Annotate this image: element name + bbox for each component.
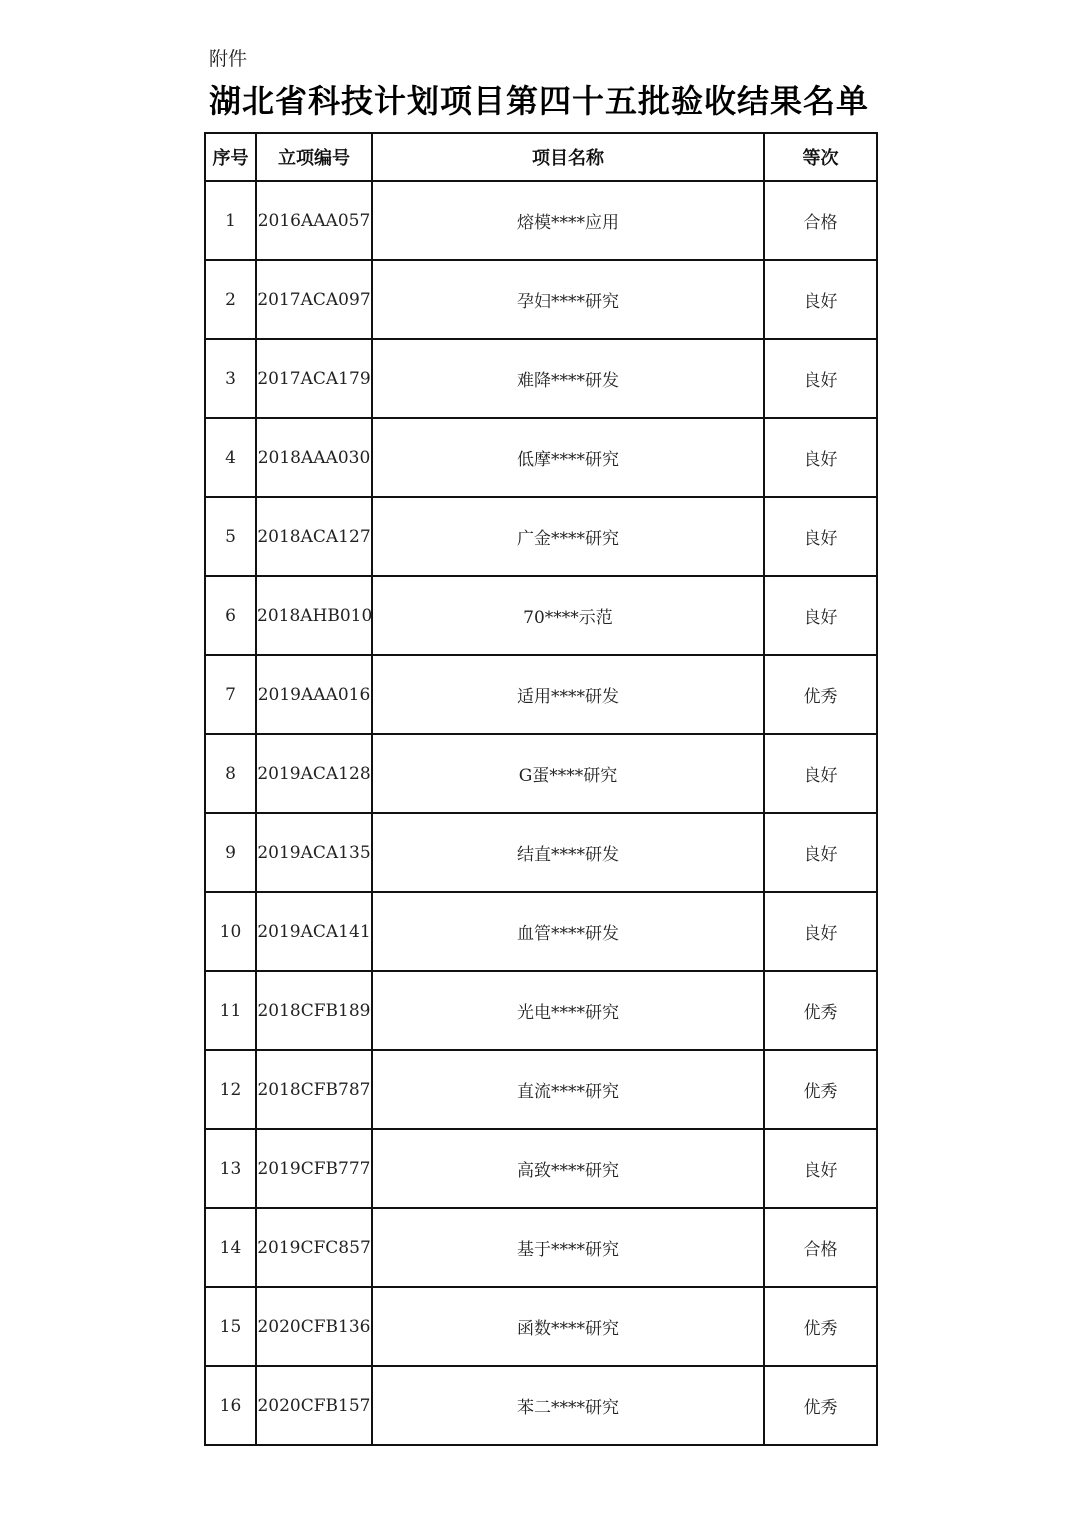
cell-code: 2019AAA016	[256, 655, 372, 734]
cell-grade: 合格	[764, 1208, 877, 1287]
cell-grade: 优秀	[764, 1287, 877, 1366]
cell-grade: 良好	[764, 1129, 877, 1208]
cell-code: 2018AAA030	[256, 418, 372, 497]
cell-seq: 1	[205, 181, 256, 260]
cell-code: 2019ACA135	[256, 813, 372, 892]
cell-seq: 11	[205, 971, 256, 1050]
cell-grade: 优秀	[764, 655, 877, 734]
cell-name: G蛋****研究	[372, 734, 764, 813]
cell-code: 2020CFB136	[256, 1287, 372, 1366]
cell-grade: 良好	[764, 497, 877, 576]
cell-seq: 15	[205, 1287, 256, 1366]
header-name: 项目名称	[372, 133, 764, 181]
cell-code: 2019ACA141	[256, 892, 372, 971]
cell-name: 孕妇****研究	[372, 260, 764, 339]
table-row	[205, 497, 877, 576]
cell-grade: 优秀	[764, 1366, 877, 1445]
cell-name: 70****示范	[372, 576, 764, 655]
cell-code: 2019CFB777	[256, 1129, 372, 1208]
cell-grade: 良好	[764, 260, 877, 339]
cell-name: 广金****研究	[372, 497, 764, 576]
cell-seq: 14	[205, 1208, 256, 1287]
cell-seq: 12	[205, 1050, 256, 1129]
page-title: 湖北省科技计划项目第四十五批验收结果名单	[209, 82, 870, 120]
cell-name: 结直****研发	[372, 813, 764, 892]
table-row	[205, 260, 877, 339]
cell-name: 函数****研究	[372, 1287, 764, 1366]
cell-code: 2017ACA097	[256, 260, 372, 339]
cell-name: 高致****研究	[372, 1129, 764, 1208]
cell-name: 熔模****应用	[372, 181, 764, 260]
table-row	[205, 1366, 877, 1445]
table-row	[205, 1050, 877, 1129]
cell-name: 光电****研究	[372, 971, 764, 1050]
cell-code: 2018CFB189	[256, 971, 372, 1050]
table-row	[205, 971, 877, 1050]
cell-name: 难降****研发	[372, 339, 764, 418]
table-row	[205, 655, 877, 734]
cell-grade: 优秀	[764, 1050, 877, 1129]
table-row	[205, 734, 877, 813]
cell-seq: 10	[205, 892, 256, 971]
cell-code: 2019CFC857	[256, 1208, 372, 1287]
cell-seq: 6	[205, 576, 256, 655]
attachment-label: 附件	[209, 48, 248, 70]
cell-name: 直流****研究	[372, 1050, 764, 1129]
cell-seq: 5	[205, 497, 256, 576]
cell-grade: 良好	[764, 734, 877, 813]
cell-name: 苯二****研究	[372, 1366, 764, 1445]
cell-grade: 良好	[764, 576, 877, 655]
cell-grade: 良好	[764, 892, 877, 971]
cell-name: 低摩****研究	[372, 418, 764, 497]
table-row	[205, 418, 877, 497]
results-table	[204, 132, 878, 1446]
cell-grade: 良好	[764, 813, 877, 892]
cell-grade: 合格	[764, 181, 877, 260]
table-header-row	[205, 133, 877, 181]
cell-seq: 8	[205, 734, 256, 813]
cell-seq: 9	[205, 813, 256, 892]
cell-seq: 13	[205, 1129, 256, 1208]
cell-seq: 7	[205, 655, 256, 734]
cell-code: 2018ACA127	[256, 497, 372, 576]
header-code: 立项编号	[256, 133, 372, 181]
cell-seq: 4	[205, 418, 256, 497]
cell-grade: 优秀	[764, 971, 877, 1050]
cell-seq: 3	[205, 339, 256, 418]
table-row	[205, 813, 877, 892]
cell-name: 基于****研究	[372, 1208, 764, 1287]
cell-grade: 良好	[764, 418, 877, 497]
cell-name: 适用****研发	[372, 655, 764, 734]
cell-code: 2019ACA128	[256, 734, 372, 813]
cell-seq: 2	[205, 260, 256, 339]
cell-code: 2018AHB010	[256, 576, 372, 655]
cell-name: 血管****研发	[372, 892, 764, 971]
header-grade: 等次	[764, 133, 877, 181]
cell-code: 2017ACA179	[256, 339, 372, 418]
cell-seq: 16	[205, 1366, 256, 1445]
table-row	[205, 1208, 877, 1287]
cell-code: 2020CFB157	[256, 1366, 372, 1445]
table-body	[205, 181, 877, 1445]
table-row	[205, 576, 877, 655]
table-row	[205, 339, 877, 418]
header-seq: 序号	[205, 133, 256, 181]
table-row	[205, 1287, 877, 1366]
table-row	[205, 892, 877, 971]
table-row	[205, 1129, 877, 1208]
cell-code: 2018CFB787	[256, 1050, 372, 1129]
table-row	[205, 181, 877, 260]
cell-code: 2016AAA057	[256, 181, 372, 260]
cell-grade: 良好	[764, 339, 877, 418]
